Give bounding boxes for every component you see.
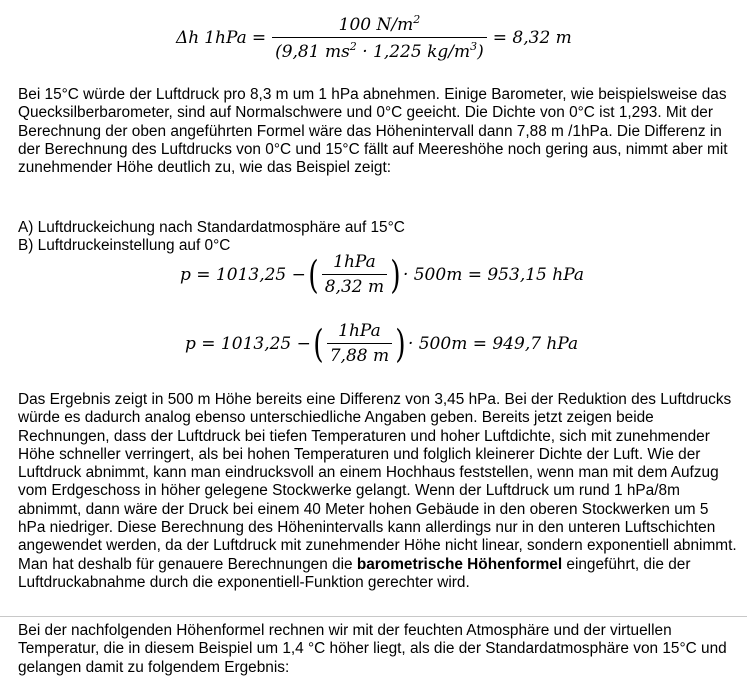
list-item-b: B) Luftdruckeinstellung auf 0°C [18, 237, 231, 254]
eq1-fraction [272, 13, 487, 62]
paragraph-intro: Bei 15°C würde der Luftdruck pro 8,3 m um 1 hPa abnehmen. Einige Barometer, wie beispielsweise das Quecksilberbarometer, sind auf Normalschwere und 0°C geeicht. Die Dichte von 0°C ist 1,293. Mit der Berechnung der oben angeführten Formel wäre das Höhenintervall dann 7,88 m /1hPa. Die Differenz in der Berechnung des Luftdrucks von 0°C und 15°C fällt auf Meereshöhe noch gering aus, nimmt aber mit zunehmender Höhe deutlich zu, wie das Beispiel zeigt: [18, 86, 728, 177]
list-item-a: A) Luftdruckeichung nach Standardatmosphäre auf 15°C [18, 219, 405, 236]
eq2-denominator: 8,32 m [322, 274, 387, 297]
equation-height-interval [176, 13, 572, 62]
eq1-numerator: 100 $N/m^2$ [338, 13, 421, 35]
section-divider [0, 616, 747, 617]
eq1-denominator: (9,81 $ms^2 \cdot 1,225$ $kg/m^3$) [272, 37, 487, 62]
eq1-result: = 8,32 m [492, 27, 572, 48]
eq3-rhs: · 500m = 949,7 hPa [407, 333, 579, 354]
paragraph-next-formula: Bei der nachfolgenden Höhenformel rechnen wir mit der feuchten Atmosphäre und der virtuellen Temperatur, die in diesem Beispiel um 1,4 °C höher liegt, als die der Standardatmosphäre von 15°C und gelangen damit zu folgendem Ergebnis: [18, 622, 727, 676]
eq3-denominator: 7,88 m [327, 343, 392, 366]
bold-term: barometrische Höhenformel [356, 555, 563, 573]
eq2-rhs: · 500m = 953,15 hPa [402, 264, 585, 285]
eq3-fraction [327, 321, 392, 366]
eq2-fraction [322, 252, 387, 297]
equation-pressure-0c: p = 1013,25 − ( $\frac{\text{1hPa}}{7,88 m}$ ) · 500m = 949,7 hPa [185, 321, 579, 366]
eq1-delta: Δh [176, 27, 200, 48]
eq3-numerator: 1hPa [338, 321, 381, 341]
eq1-equals: = [251, 27, 267, 48]
eq1-unit: 1hPa [204, 27, 247, 48]
paragraph-result: Das Ergebnis zeigt in 500 m Höhe bereits eine Differenz von 3,45 hPa. Bei der Reduktion des Luftdrucks würde es dadurch analog ebenso unterschiedliche Angaben geben. Bereits jetzt zeigen beide Rechnungen, dass der Luftdruck bei tiefen Temperaturen und hoher Luftdichte, sich mit zunehmender Höhe schneller verringert, als bei hohen Temperaturen und folglich kleinerer Dichte der Luft. Wie der Luftdruck abnimmt, kann man eindrucksvoll an einem Hochhaus feststellen, wenn man mit dem Aufzug vom Erdgeschoss in höher gelegene Stockwerke gelangt. Wenn der Luftdruck um rund 1 hPa/8m abnimmt, dann wäre der Druck bei einem 40 Meter hohen Gebäude in den oberen Stockwerken um 5 hPa niedriger. Diese Berechnung des Höhenintervalls kann allerdings nur in den unteren Luftschichten angewendet werden, da der Luftdruck mit zunehmender Höhe nicht linear, sondern exponentiell abnimmt. Man hat deshalb für genauere Berechnungen die barometrische Höhenformel eingeführt, die der Luftdruckabnahme durch die exponentiell-Funktion gerechter wird. [18, 391, 737, 591]
eq2-lhs: p = 1013,25 − [180, 264, 306, 285]
equation-pressure-15c: p = 1013,25 − ( $\frac{\text{1hPa}}{8,32 m}$ ) · 500m = 953,15 hPa [180, 252, 585, 297]
eq3-lhs: p = 1013,25 − [185, 333, 311, 354]
eq2-numerator: 1hPa [333, 252, 376, 272]
